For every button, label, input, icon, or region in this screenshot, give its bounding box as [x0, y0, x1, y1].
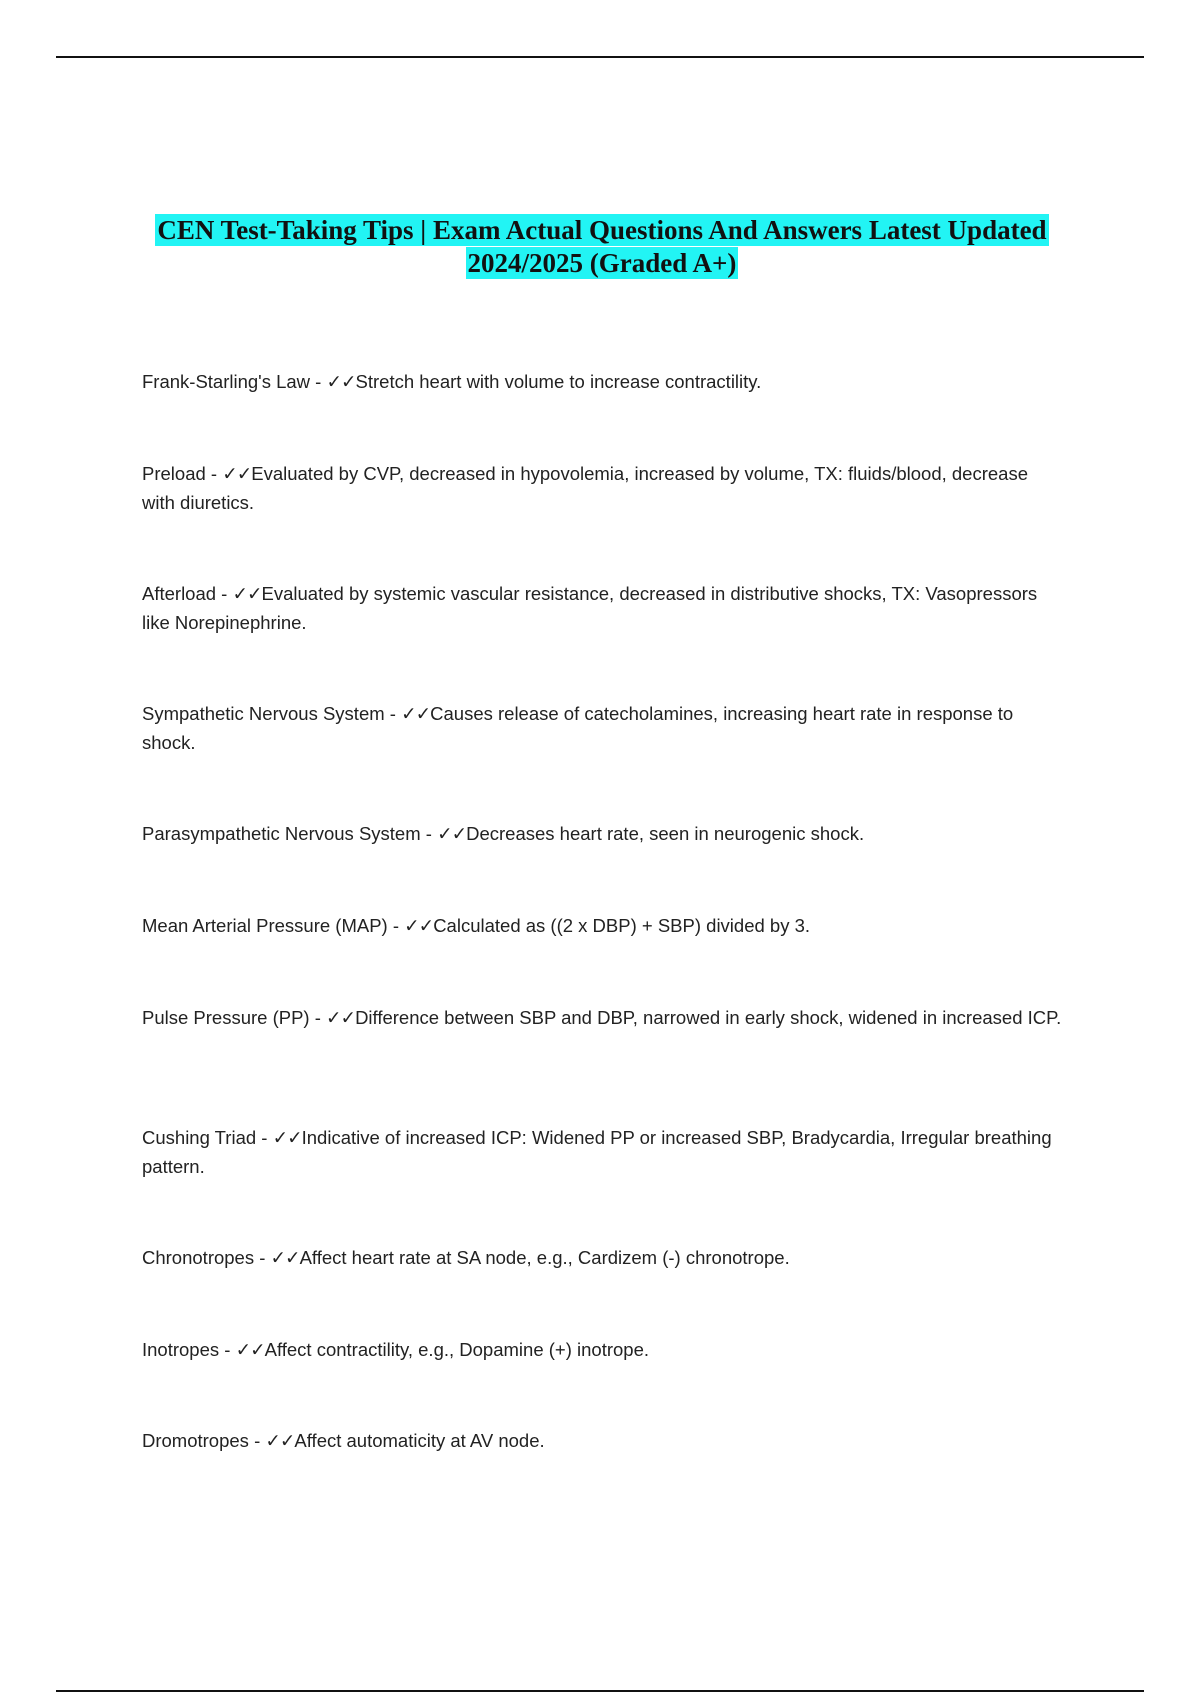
- entry-term: Sympathetic Nervous System: [142, 703, 385, 724]
- entry-separator: -: [205, 463, 223, 484]
- document-title: [140, 214, 1064, 280]
- qa-entry: [142, 819, 1062, 848]
- entry-separator: -: [309, 1007, 327, 1028]
- double-checkmark-icon: ✓✓: [235, 1339, 265, 1360]
- entry-separator: -: [310, 371, 327, 392]
- entry-term: Parasympathetic Nervous System: [142, 823, 421, 844]
- qa-entry: [142, 1335, 1062, 1364]
- entry-definition: Evaluated by CVP, decreased in hypovolemia, increased by volume, TX: fluids/blood, decrease with diuretics.: [142, 463, 1028, 513]
- qa-entry: [142, 699, 1062, 757]
- entry-term: Dromotropes: [142, 1430, 249, 1451]
- double-checkmark-icon: ✓✓: [326, 1007, 356, 1028]
- entry-separator: -: [216, 583, 233, 604]
- double-checkmark-icon: ✓✓: [404, 915, 434, 936]
- entry-definition: Difference between SBP and DBP, narrowed in early shock, widened in increased ICP.: [355, 1007, 1062, 1028]
- entry-separator: -: [387, 915, 405, 936]
- entry-term: Mean Arterial Pressure (MAP): [142, 915, 388, 936]
- entry-definition: Evaluated by systemic vascular resistance, decreased in distributive shocks, TX: Vasopressors like Norepinephrine.: [142, 583, 1038, 633]
- double-checkmark-icon: ✓✓: [326, 371, 356, 392]
- entry-separator: -: [256, 1127, 273, 1148]
- entry-definition: Causes release of catecholamines, increasing heart rate in response to shock.: [142, 703, 1014, 753]
- entry-term: Chronotropes: [142, 1247, 255, 1268]
- qa-entry: [142, 1123, 1062, 1181]
- entry-term: Frank-Starling's Law: [142, 371, 311, 392]
- entry-separator: -: [248, 1430, 266, 1451]
- entry-separator: -: [219, 1339, 236, 1360]
- entry-definition: Calculated as ((2 x DBP) + SBP) divided by 3.: [433, 915, 811, 936]
- entry-definition: Affect contractility, e.g., Dopamine (+) inotrope.: [264, 1339, 650, 1360]
- qa-entry: [142, 1003, 1062, 1032]
- double-checkmark-icon: ✓✓: [437, 823, 467, 844]
- double-checkmark-icon: ✓✓: [265, 1430, 295, 1451]
- qa-entry: [142, 911, 1062, 940]
- qa-entry: [142, 1243, 1062, 1272]
- entry-definition: Decreases heart rate, seen in neurogenic shock.: [466, 823, 865, 844]
- title-line-1: CEN Test-Taking Tips | Exam Actual Questions And Answers Latest Updated: [157, 215, 1047, 245]
- entry-term: Inotropes: [142, 1339, 220, 1360]
- entry-definition: Stretch heart with volume to increase contractility.: [355, 371, 762, 392]
- entry-definition: Affect automaticity at AV node.: [294, 1430, 545, 1451]
- footer-rule: [56, 1690, 1144, 1692]
- qa-entry: [142, 1426, 1062, 1455]
- header-rule: [56, 56, 1144, 58]
- entry-separator: -: [254, 1247, 271, 1268]
- double-checkmark-icon: ✓✓: [270, 1247, 300, 1268]
- double-checkmark-icon: ✓✓: [272, 1127, 302, 1148]
- qa-entry: [142, 579, 1062, 637]
- entry-definition: Affect heart rate at SA node, e.g., Cardizem (-) chronotrope.: [299, 1247, 790, 1268]
- entry-separator: -: [420, 823, 438, 844]
- entry-term: Preload: [142, 463, 206, 484]
- entry-definition: Indicative of increased ICP: Widened PP or increased SBP, Bradycardia, Irregular breathing pattern.: [142, 1127, 1052, 1177]
- title-line-2: 2024/2025 (Graded A+): [467, 248, 737, 278]
- entry-term: Afterload: [142, 583, 217, 604]
- qa-entry: [142, 367, 1062, 396]
- double-checkmark-icon: ✓✓: [401, 703, 431, 724]
- entry-term: Pulse Pressure (PP): [142, 1007, 310, 1028]
- double-checkmark-icon: ✓✓: [222, 463, 252, 484]
- entry-term: Cushing Triad: [142, 1127, 257, 1148]
- double-checkmark-icon: ✓✓: [232, 583, 262, 604]
- qa-entry: [142, 459, 1062, 517]
- entry-separator: -: [384, 703, 402, 724]
